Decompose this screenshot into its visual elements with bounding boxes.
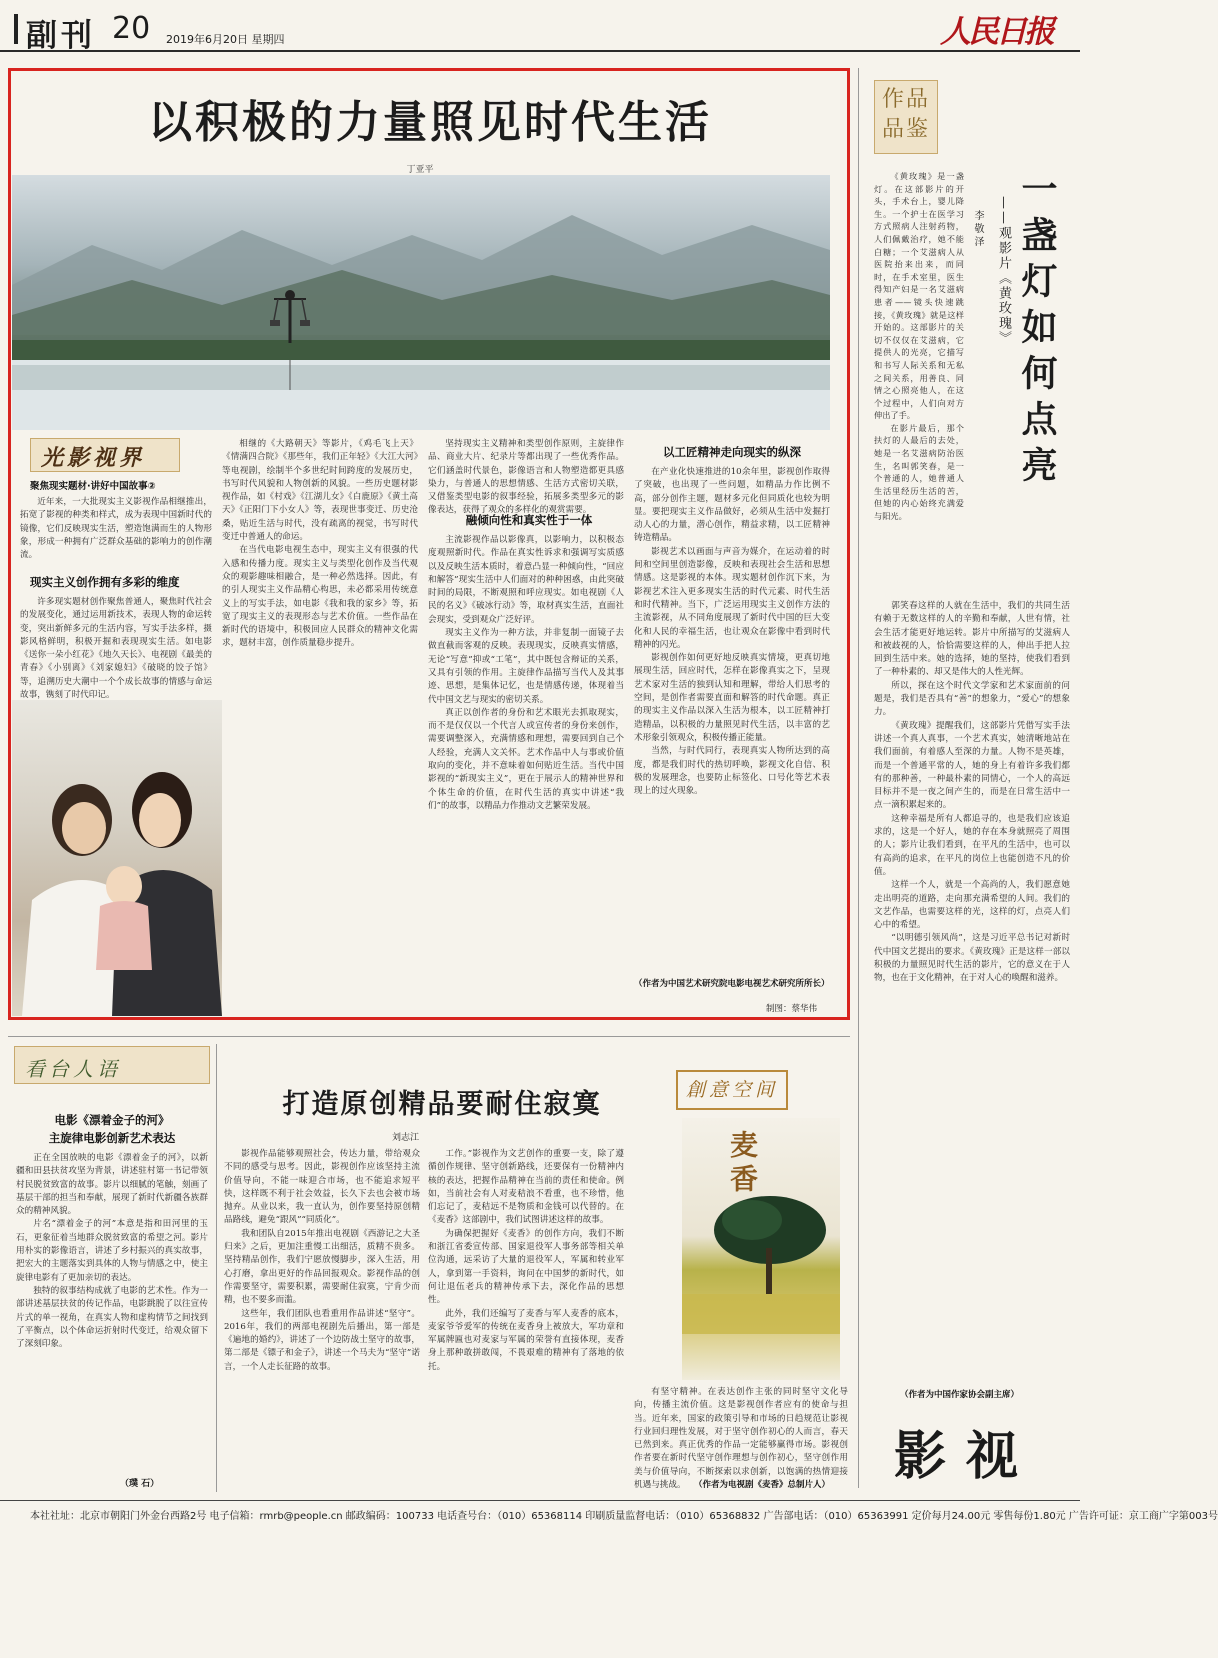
- chuangyi-badge: 創意空间: [676, 1070, 788, 1110]
- feature-col3-body: [428, 534, 624, 1008]
- column-subtitle: 聚焦现实题材·讲好中国故事②: [30, 481, 156, 492]
- paragraph: 这种幸福是所有人都追寻的，也是我们应该追求的，这是一个好人，她的存在本身就照亮了周围的人；影片让我们看到，在平凡的生活中，也可以有高尚的追求，在平凡的岗位上也能创造不凡的价值。: [874, 813, 1070, 877]
- newspaper-logo: 人民日报: [940, 14, 1052, 50]
- review-subtitle: ——观影片《黄玫瑰》: [996, 196, 1011, 346]
- feature-title: 以积极的力量照见时代生活: [148, 97, 712, 148]
- lower-mid-author: 刘志江: [392, 1133, 420, 1143]
- paragraph: 《黄玫瑰》提醒我们，这部影片凭借写实手法讲述一个真人真事，一个艺术真实，她清晰地站在我们面前，有着感人至深的力量。人物不是英雄，而是一个普通平常的人，她的身上有着许多我们都有的那种善，一种最朴素的同情心，一个人的高远目标并不是一夜之间产生的，而是在日常生活中一点一滴积累起来的。: [874, 720, 1070, 811]
- yingshi-calligraphy: 影视: [894, 1426, 1039, 1487]
- paragraph: 郭笑春这样的人就在生活中，我们的共同生活有赖于无数这样的人的辛勤和奉献，人世有情，社会生活才能更好地运转。影片中所描写的艾滋病人和被歧视的人，恰恰需要这样的人，伸出手把人拉回到生活中来。她的选择，她的坚持，使我们看到了一种朴素的、却又是伟大的人性光辉。: [874, 601, 1070, 678]
- section-heading: 融倾向性和真实性于一体: [465, 513, 593, 527]
- paragraph: 这样一个人，就是一个高尚的人，我们愿意她走出明亮的道路，走向那充满希望的人间。我们的文艺作品，也需要这样的光，这样的灯，点亮人们心中的希望。: [874, 880, 1070, 931]
- lower-left-subtitle: 主旋律电影创新艺术表达: [48, 1131, 176, 1145]
- paragraph: 现实主义作为一种方法，并非复制一面镜子去做直截而客观的反映。表现现实，反映真实情感，无论“写意”抑或“工笔”，其中既包含辩证的关系，又具有引领的作用。主旋律作品描写当代人及其事迹、思想，是集体记忆，也是情感传递，体现着当代中国文艺与现实的密切关系。: [428, 628, 624, 705]
- review-title: 一盏灯如何点亮: [1016, 170, 1057, 492]
- masthead: [0, 0, 1080, 52]
- paragraph: 《黄玫瑰》是一盏灯。在这部影片的开头，手术台上，婴儿降生。一个护士在医学习方式照病人注射药物，人们佩戴治疗，她不能白糖；一个艾滋病人从医院抬来出来，而同时，在手术室里，医生得知产妇是一名艾滋病患者——镜头快速跳接，《黄玫瑰》就是这样开始的。这部影片的关切不仅仅在艾滋病，它提供人的光亮，它描写和书写人际关系和无私之间关系，用善良、同情之心照亮他人，在这个过程中，人们向对方伸出了手。: [874, 171, 964, 421]
- feature-col1-body: [20, 596, 212, 701]
- paragraph: 我和团队自2015年推出电视剧《西游记之大圣归来》之后，更加注重慢工出细活，质精不贵多。坚持精品创作，我们宁愿放慢脚步，深入生活，用心打磨，拿出更好的作品回报观众。影视作品的创作需要坚守，需要积累，需要耐住寂寞，宁肯少而精，也不要多而滥。: [224, 1228, 420, 1306]
- paragraph: 主流影视作品以影像真，以影响力，以积极态度观照新时代。作品在真实性诉求和强调写实质感以及反映生活本质时，着意凸显一种倾向性，“回应和解答”现实生活中人们面对的种种困惑，由此突破时间的局限，不断观照和呼应现实。如电视剧《人民的名义》《破冰行动》等，取材真实生活，直面社会现实，受到观众广泛好评。: [428, 535, 624, 625]
- landscape-photo: [12, 175, 830, 430]
- family-photo-illustration: [12, 700, 222, 1016]
- paragraph: 在影片最后，那个扶灯的人最后的去处，她是一名艾滋病防治医生，名叫郭笑春，是一个普通的人，她普通人生活里经历生活的苦，但她的内心始终充满爱与阳光。: [874, 422, 964, 522]
- column-badge: [30, 438, 180, 472]
- lower-left-title: 电影《漂着金子的河》: [54, 1113, 170, 1127]
- paragraph: 此外，我们还编写了麦香与军人麦香的底本，麦家爷爷爱军的传统在麦香身上被放大，军功章和军属牌匾也对麦家与军属的荣誉有直接体现，麦香身上那种敢拼敢闯，不畏艰难的精神有了落地的依托。: [428, 1308, 624, 1372]
- lower-mid-title: 打造原创精品要耐住寂寞: [282, 1089, 602, 1120]
- review-badge: [874, 80, 938, 154]
- section-divider: [8, 1036, 850, 1037]
- paragraph: 当然，与时代同行，表现真实人物所达到的高度，都是我们时代的热切呼唤，影视文化自信、积极的发展理念，也要防止标签化、口号化等艺术表现上的过火现象。: [634, 746, 830, 797]
- landscape-illustration: [12, 175, 830, 430]
- paragraph: 这些年，我们团队也看重用作品讲述“坚守”。2016年，我们的两部电视剧先后播出，第一部是《遍地的婚约》，讲述了一个边防战士坚守的故事，第二部是《镖子和金子》，讲述一个马夫为“坚守”诺言，一个人走长征路的故事。: [224, 1308, 420, 1372]
- section-heading: 现实主义创作拥有多彩的维度: [30, 575, 180, 589]
- paragraph: 在当代电影电视生态中，现实主义有很强的代入感和传播力度。现实主义与类型化创作及当代观众的观影趣味相融合，是一种必然选择。因此，有的引人现实主义作品精心构思，未必都采用传统意义上的写实手法，如电影《我和我的家乡》等，拓宽了现实主义的表现形态与艺术价值。一些作品在新时代的语境中，积极回应人民群众的精神文化需求，题材丰富，创作质量稳步提升。: [222, 545, 418, 649]
- paragraph: 独特的叙事结构成就了电影的艺术性。作为一部讲述基层扶贫的传记作品，电影跳脱了以往宣传片式的单一视角，在真实人物和虚构情节之间找到了平衡点，以个体命运折射时代变迁，给观众留下了深刻印象。: [16, 1285, 208, 1350]
- paragraph: 工作。”影视作为文艺创作的重要一支，除了遵循创作规律、坚守创新路线，还要保有一份精神内核的表达，把握作品精神在当前的责任和使命。例如，当前社会有人对麦秸浪不看重，也不珍惜，他们忘记了，麦秸远不是物质和金钱可以代替的。在《麦香》这部剧中，我们试图讲述这样的故事。: [428, 1149, 624, 1226]
- column-divider: [858, 68, 859, 1488]
- section-heading: 以工匠精神走向现实的纵深: [663, 445, 801, 459]
- paragraph: 片名“漂着金子的河”本意是指和田河里的玉石，更象征着当地群众脱贫致富的希望之河。影片用朴实的影像语言，讲述了乡村振兴的真实故事，把宏大的主题落实到具体的人物与情感之中，使主旋律电影有了更加亲切的表达。: [16, 1219, 208, 1283]
- column-badge-text: 光影视界: [41, 445, 146, 471]
- review-author: 李敬泽: [972, 210, 983, 249]
- feature-col3-intro: [428, 438, 624, 516]
- paragraph: 真正以创作者的身份和艺术眼光去抓取现实，而不是仅仅以一个代言人或宣传者的身份来创作，需要调整深入，充满情感和理想，需要回到自己个人经验，充满人文关怀。艺术作品中人与事或价值取向的变化，并不意味着如何贴近生活。当代中国影视的“新现实主义”，更在于展示人的精神世界和个体生命的价值，在时代生活的真实中讲述“我们”的故事，以精品力作推动文艺繁荣发展。: [428, 707, 624, 811]
- paragraph: 许多现实题材创作聚焦普通人，聚焦时代社会的发展变化，通过运用新技术，表现人物的命运转变，突出新鲜多元的生活内容，写实手法多样，摄影风格鲜明，积极开掘和表现现实生活。如电影《送你一朵小红花》《地久天长》、电视剧《最美的青春》《小别离》《刘家媳妇》《破晓的饺子馆》等，追溯历史大潮中一个个成长故事的情感与命运故事，镌刻了时代印记。: [20, 597, 212, 701]
- lower-left-note: （璞 石）: [120, 1479, 160, 1489]
- paragraph: 正在全国放映的电影《漂着金子的河》，以新疆和田县扶贫攻坚为背景，讲述驻村第一书记带领村民脱贫致富的故事。影片以细腻的笔触，刻画了基层干部的担当和奉献，展现了新时代新疆各族群众的精神风貌。: [16, 1153, 208, 1217]
- paragraph: 影视作品能够观照社会，传达力量，带给观众不同的感受与思考。因此，影视创作应该坚持主流价值导向，不能一味迎合市场，也不能追求短平快，这样既不利于社会效益，长久下去也会被市场抛弃。从业以来，我一直认为，创作要坚持原创精品路线，避免“跟风”“同质化”。: [224, 1149, 420, 1226]
- poster-title: 麦香: [726, 1130, 759, 1198]
- kantai-badge: [14, 1046, 210, 1084]
- author-note: （作者为中国艺术研究院电影电视艺术研究所所长）: [634, 979, 830, 989]
- review-author-note: （作者为中国作家协会副主席）: [900, 1390, 1020, 1400]
- feature-col4-body: [634, 466, 830, 974]
- masthead-rule: [14, 14, 18, 44]
- lower-mid-note: （作者为电视剧《麦香》总制片人）: [694, 1480, 831, 1490]
- family-photo: [12, 700, 222, 1016]
- kantai-badge-text: 看台人语: [25, 1057, 121, 1081]
- review-lead: [874, 170, 964, 560]
- feature-author: 丁亚平: [406, 165, 434, 175]
- paragraph: 在产业化快速推进的10余年里，影视创作取得了突破，也出现了一些问题，如精品力作比例不高，部分创作主题，题材多元化但同质化也较为明显。要把现实主义作品做好，必须从生活中发掘打动人心的力量，潜心创作，精益求精，以工匠精神铸造精品。: [634, 467, 830, 544]
- lower-left-body: [16, 1152, 208, 1470]
- feature-col1-intro: [20, 496, 212, 560]
- section-name: 副刊: [26, 18, 96, 54]
- paragraph: 近年来，一大批现实主义影视作品相继推出，拓宽了影视的种类和样式，成为表现中国新时代的镜像，它们反映现实生活，塑造饱满而生的人物形象，形成一种拥有广泛群众基础的影响力的创作潮流。: [20, 497, 212, 561]
- lower-mid-col1: [224, 1148, 420, 1492]
- paragraph: 影视艺术以画面与声音为媒介，在运动着的时间和空间里创造影像，反映和表现社会生活和思想情感。这是影视的本体。现实题材创作沉下来，为影视艺术注入更多现实生活的时代元素、时代生活和时代精神。当下，广泛运用现实主义创作方法的主流影视，从不同角度展现了新时代中国的巨大变化和人民的幸福生活，也让观众在影像中看到时代精神的闪光。: [634, 546, 830, 650]
- lower-mid-col2: [428, 1148, 624, 1492]
- paragraph: 坚持现实主义精神和类型创作原则，主旋律作品、商业大片、纪录片等都出现了一些优秀作品。它们涵盖时代景色，影像语言和人物塑造都更具感染力，与普通人的思想情感、生活方式密切关联，又借鉴类型电影的叙事经验，拓展多类型多元的影像表达，获得了观众的多样化的观赏需要。: [428, 439, 624, 516]
- feature-col2: [222, 438, 418, 868]
- review-badge-text: 作品品鉴: [881, 87, 930, 142]
- page-footer: 本社社址：北京市朝阳门外金台西路2号 电子信箱：rmrb@people.cn 邮政编码：100733 电话查号台：（010）65368114 印刷质量监督电话：（010）65368832 广告部电话：（010）65363991 定价每月24.00元 零售每份1.80元 广告许可证：京工商广字第003号: [0, 1500, 1080, 1527]
- design-credit: 制图：蔡华伟: [766, 1004, 818, 1014]
- paragraph: 相继的《大路朝天》等影片，《鸡毛飞上天》《情满四合院》《那些年，我们正年轻》《大江大河》等电视剧，绘制半个多世纪时间跨度的发展历史，书写时代风貌和人物创新的风貌。一些历史题材影视作品，如《村戏》《江湖儿女》《白鹿原》《黄土高天》《正阳门下小女人》等，表现世事变迁、历史沧桑，贴近生活与时代，没有疏离的视觉，书写时代变迁中普通人的命运。: [222, 439, 418, 543]
- paragraph: 所以，探在这个时代文学家和艺术家面前的问题是，我们是否具有“善”的想象力，“爱心”的想象力。: [874, 680, 1070, 718]
- page-number: 20: [112, 11, 151, 46]
- paragraph: 为确保把握好《麦香》的创作方向，我们不断和浙江省委宣传部、国家退役军人事务部等相关单位沟通，远采访了大量的退役军人，军属和转业军人，拿到第一手资料，询问在中国梦的新时代，如何让退伍老兵的精神传承下去，深化作品的思想性。: [428, 1228, 624, 1306]
- paragraph: “以明德引领风尚”，这是习近平总书记对新时代中国文艺提出的要求。《黄玫瑰》正是这样一部以积极的力量照见时代生活的影片，它的意义在于人物，也在于文化精神，在于对人心的唤醒和滋养。: [874, 933, 1070, 984]
- column-divider: [216, 1044, 217, 1492]
- issue-date: 2019年6月20日 星期四: [166, 33, 285, 46]
- paragraph: 影视创作如何更好地反映真实情境，更真切地展现生活，回应时代，怎样在影像真实之下，呈现艺术家对生活的独到认知和理解，带给人们思考的空间，是创作者需要直面和解答的时代命题。真正的现实主义作品以深入生活为根本，以工匠精神打造精品，以积极的力量照见时代生活，以丰富的艺术形象引领观众，积极传播正能量。: [634, 653, 830, 743]
- paragraph: 有坚守精神。在表达创作主张的同时坚守文化导向，传播主流价值。这是影视创作者应有的使命与担当。近年来，国家的政策引导和市场的日趋规范让影视行业回归理性发展，对于坚守创作初心的人而言，春天已然到来。真正优秀的作品一定能够赢得市场。影视创作者要在新时代坚守创作理想与创作初心，坚守创作用美与价值导向，不断探索以求创新，以饱满的热情迎接机遇与挑战。: [634, 1387, 848, 1491]
